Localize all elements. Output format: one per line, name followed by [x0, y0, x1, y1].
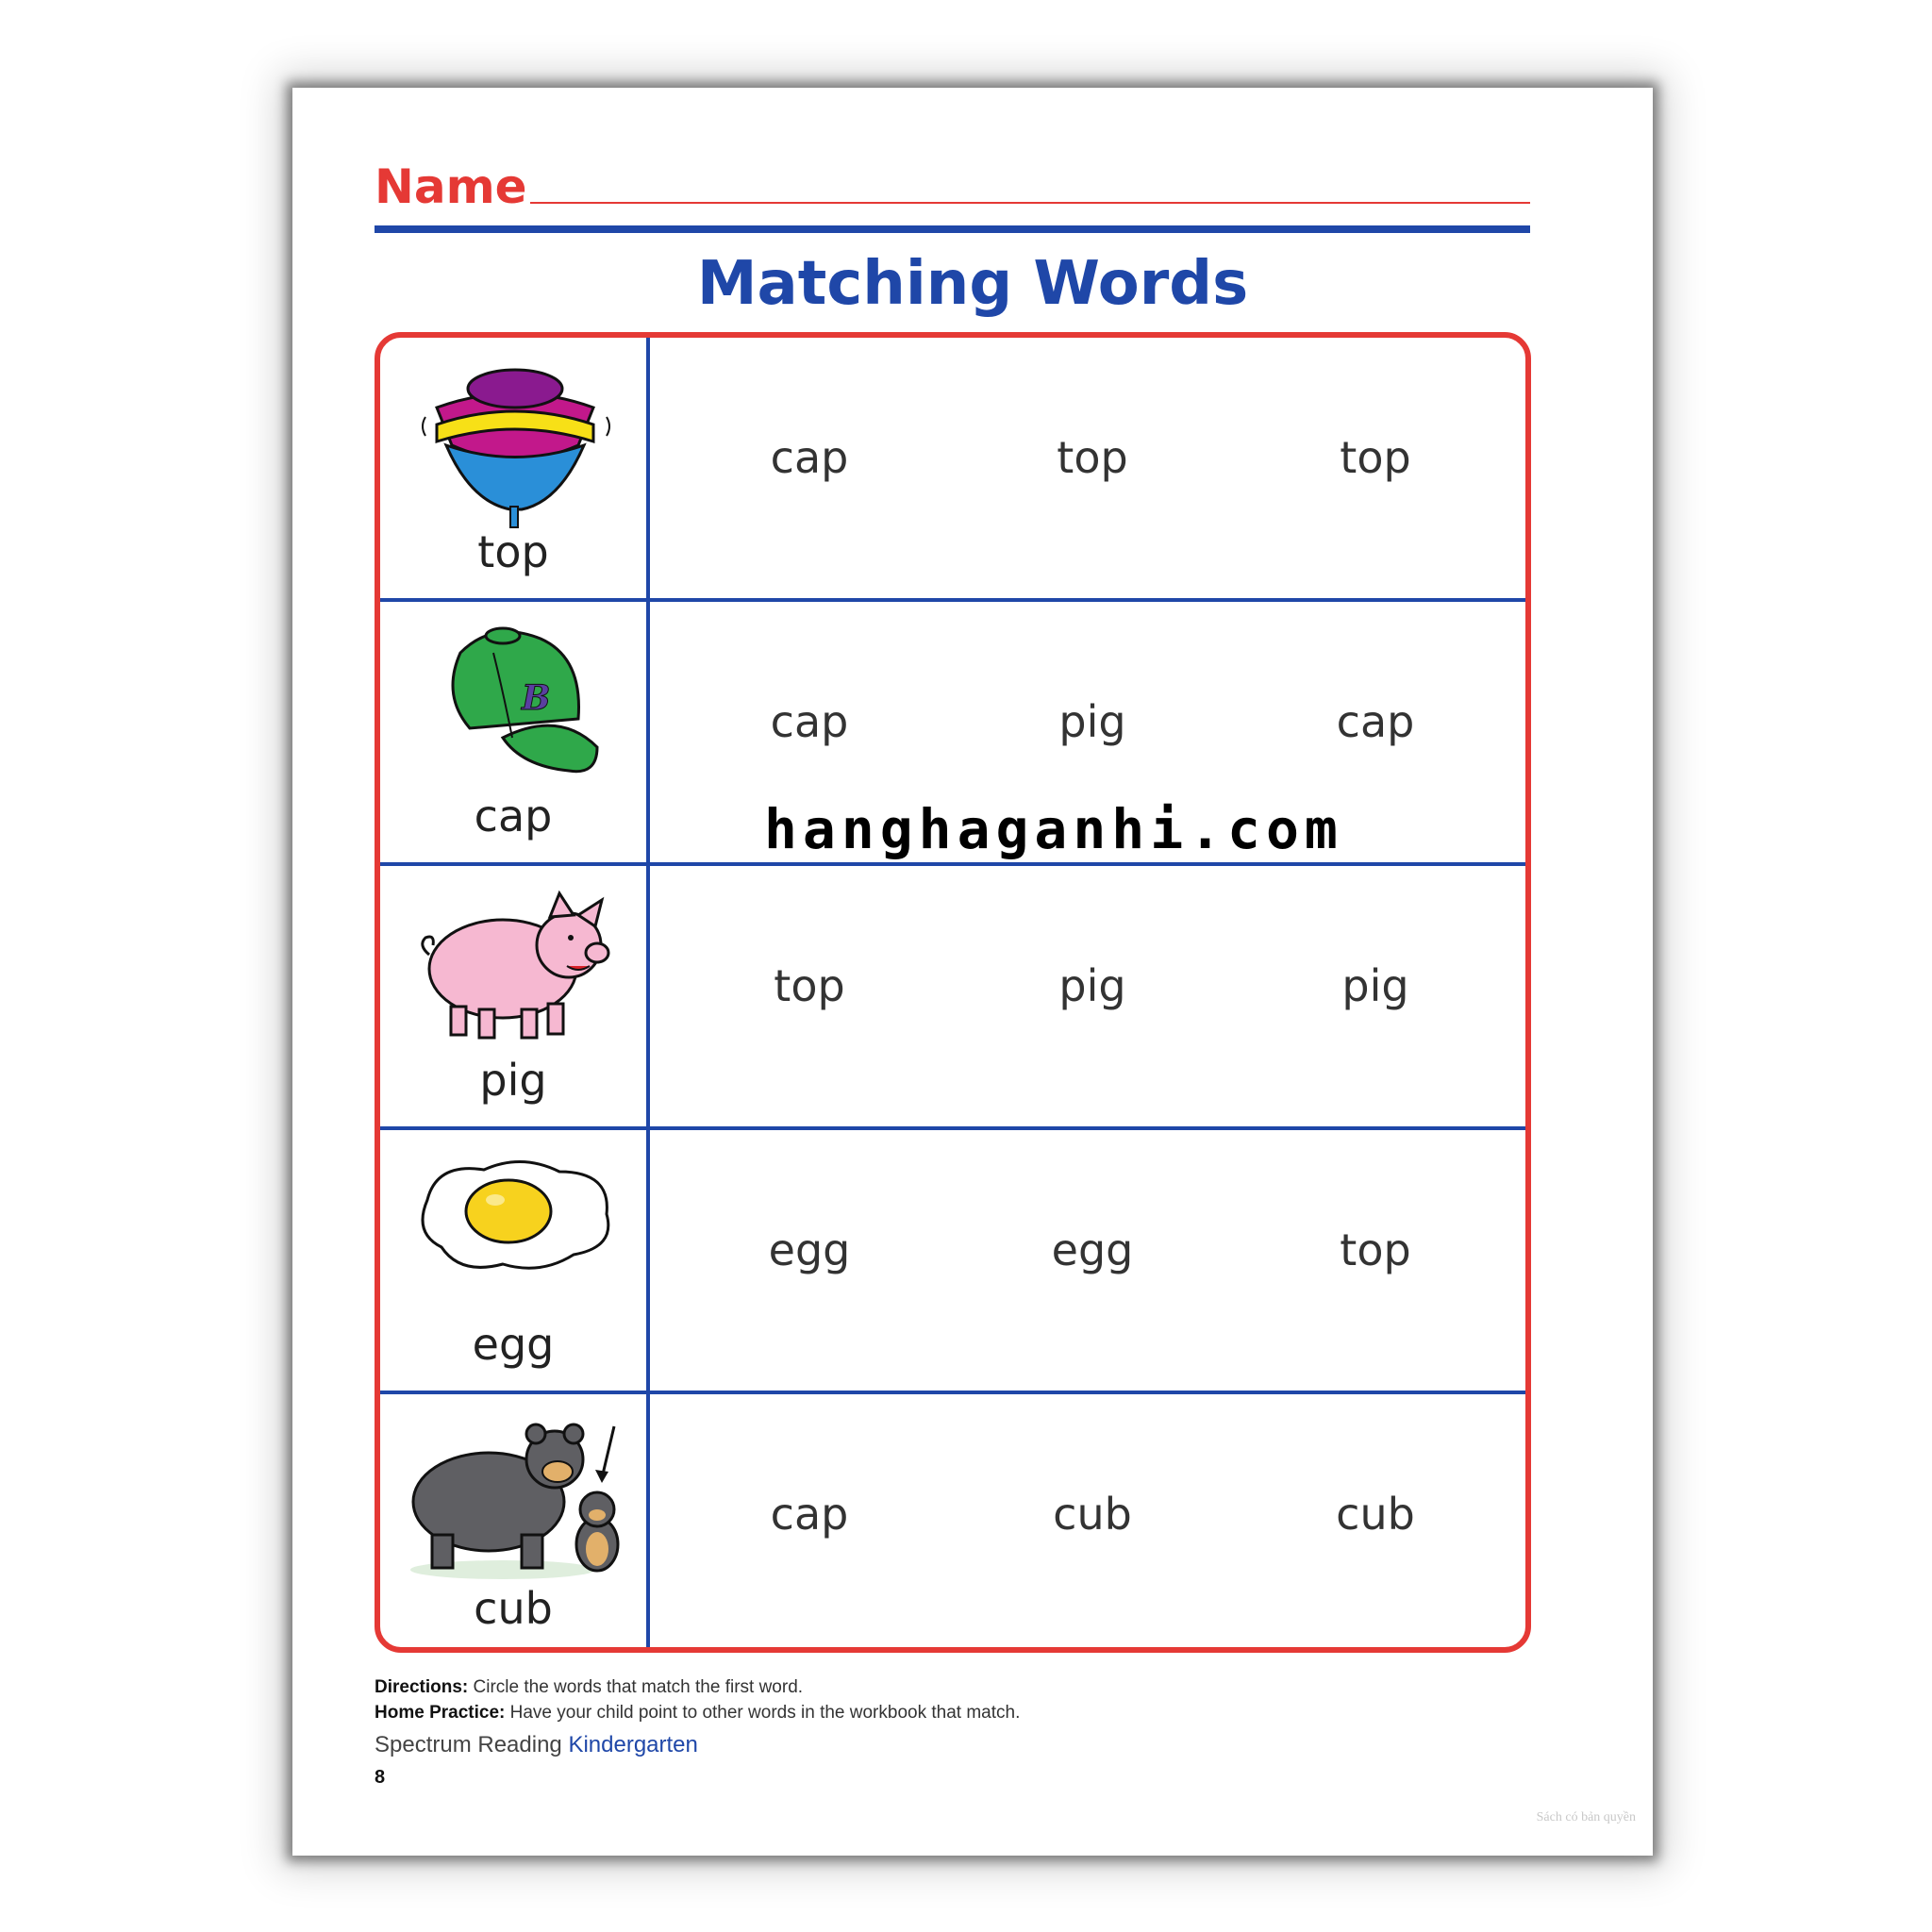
- word-choice[interactable]: cap: [1336, 696, 1415, 747]
- picture-label: egg: [472, 1319, 555, 1370]
- copyright-note: Sách có bản quyền: [1536, 1810, 1636, 1824]
- page-number: 8: [375, 1767, 386, 1788]
- page-title: Matching Words: [696, 249, 1249, 319]
- header-rule: [375, 225, 1530, 233]
- picture-label: top: [477, 526, 549, 577]
- matching-grid: [375, 332, 1531, 1653]
- series-level: Kindergarten: [568, 1732, 698, 1757]
- svg-text:B: B: [522, 678, 551, 718]
- word-choice[interactable]: top: [1057, 432, 1128, 483]
- word-choice[interactable]: pig: [1058, 960, 1126, 1011]
- word-choice[interactable]: cap: [770, 696, 849, 747]
- name-label: Name: [375, 159, 527, 214]
- picture-label: cub: [474, 1583, 553, 1634]
- spinning-top-icon: [408, 351, 622, 530]
- word-choice[interactable]: cap: [770, 1489, 849, 1540]
- directions-text: Circle the words that match the first word.: [473, 1677, 804, 1697]
- table-row: [380, 1130, 1525, 1394]
- word-choice[interactable]: cub: [1336, 1489, 1415, 1540]
- worksheet-page: [292, 88, 1653, 1856]
- word-choice[interactable]: top: [774, 960, 845, 1011]
- word-choice[interactable]: pig: [1058, 696, 1126, 747]
- picture-cell: [380, 1130, 650, 1391]
- word-choice[interactable]: top: [1340, 1224, 1411, 1275]
- picture-cell: [380, 1394, 650, 1653]
- name-write-line: [530, 202, 1530, 204]
- picture-cell: [380, 338, 650, 598]
- picture-cell: [380, 866, 650, 1126]
- picture-label: pig: [479, 1055, 547, 1106]
- word-choice[interactable]: egg: [1051, 1224, 1134, 1275]
- series-name: [375, 1732, 698, 1758]
- picture-cell: [380, 602, 650, 862]
- word-choice[interactable]: pig: [1341, 960, 1409, 1011]
- home-practice-text: Have your child point to other words in the workbook that match.: [509, 1703, 1021, 1723]
- bear-and-cub-icon: [408, 1407, 622, 1587]
- table-row: [380, 1394, 1525, 1653]
- home-practice-label: Home Practice:: [375, 1703, 506, 1723]
- directions-block: [375, 1674, 1020, 1725]
- word-choice[interactable]: cap: [770, 432, 849, 483]
- table-row: [380, 338, 1525, 602]
- baseball-cap-icon: [408, 615, 622, 794]
- word-choice[interactable]: egg: [768, 1224, 851, 1275]
- word-choice[interactable]: top: [1340, 432, 1411, 483]
- picture-label: cap: [474, 791, 553, 841]
- fried-egg-icon: [408, 1143, 622, 1323]
- word-choice[interactable]: cub: [1053, 1489, 1132, 1540]
- watermark-text: hanghaganhi.com: [764, 797, 1343, 861]
- pig-icon: [408, 879, 622, 1058]
- table-row: [380, 866, 1525, 1130]
- directions-label: Directions:: [375, 1677, 469, 1697]
- series-title: Spectrum Reading: [375, 1732, 562, 1757]
